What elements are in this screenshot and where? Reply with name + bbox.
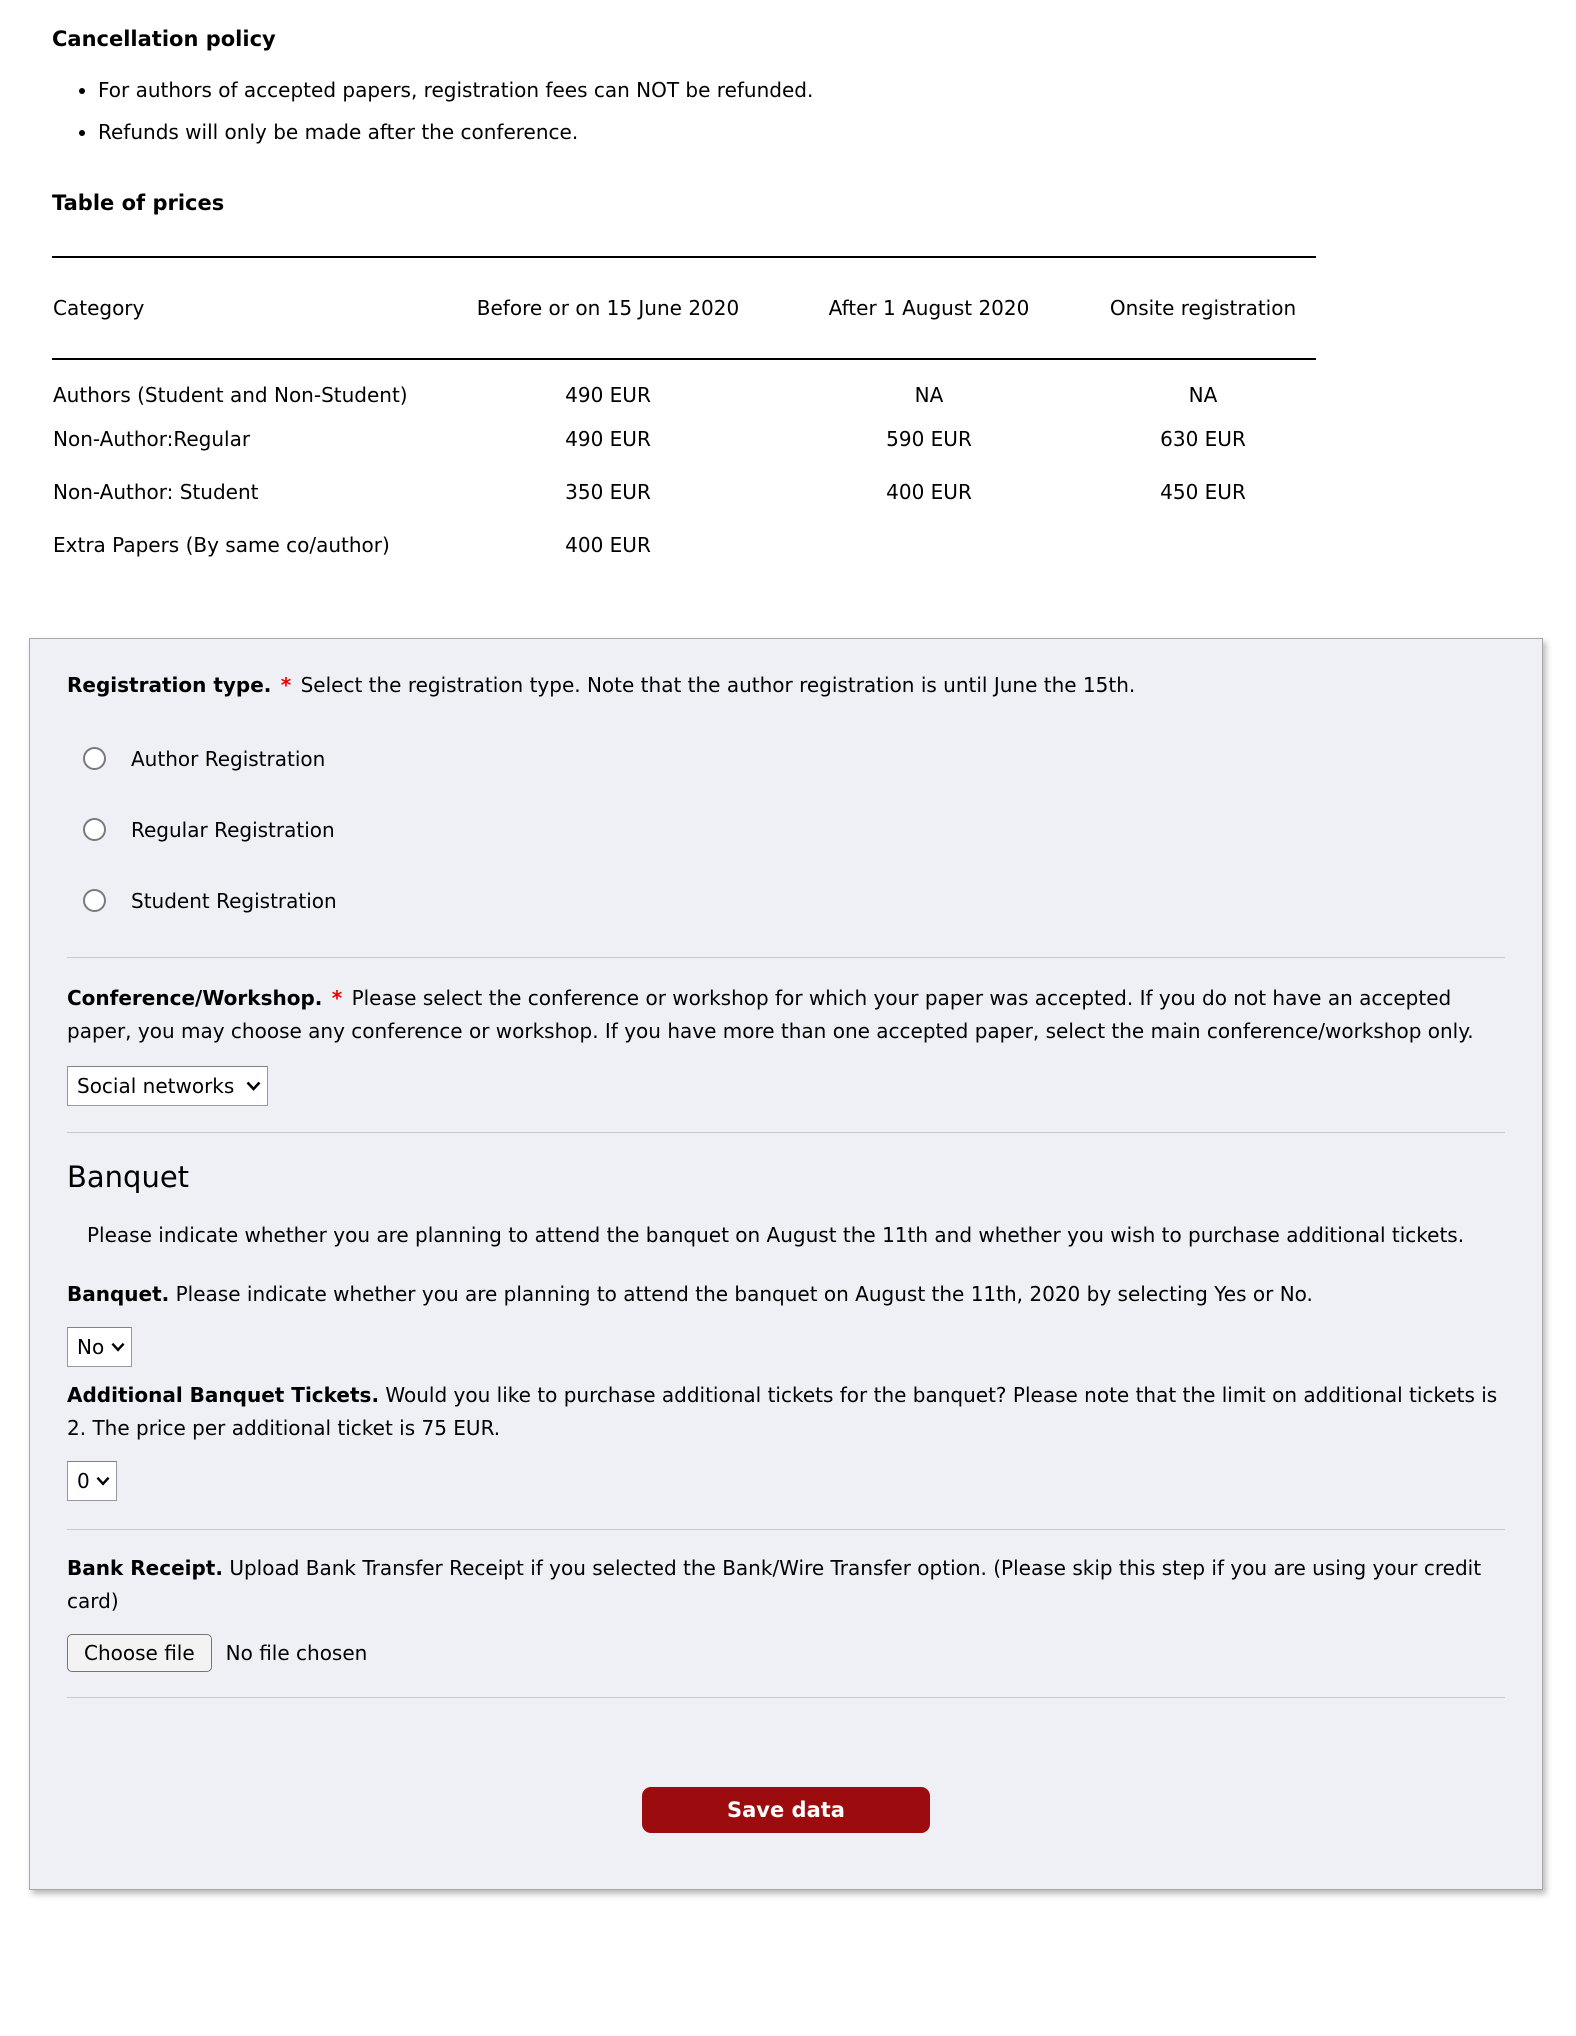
price-col-late: After 1 August 2020	[768, 257, 1090, 359]
choose-file-button[interactable]: Choose file	[67, 1634, 212, 1672]
price-col-early: Before or on 15 June 2020	[448, 257, 768, 359]
banquet-label: Banquet.	[67, 1282, 170, 1306]
additional-tickets-select[interactable]	[68, 1462, 116, 1500]
price-col-onsite: Onsite registration	[1090, 257, 1316, 359]
banquet-section-heading: Banquet	[67, 1160, 190, 1194]
file-status-text: No file chosen	[225, 1641, 368, 1665]
cancellation-bullet: • Refunds will only be made after the conference.	[98, 118, 1576, 146]
bank-receipt-file-row	[67, 1634, 1505, 1672]
price-col-category: Category	[52, 257, 448, 359]
price-cell	[768, 518, 1090, 571]
tickets-select-row	[67, 1461, 1505, 1501]
banquet-description: Please indicate whether you are planning to attend the banquet on August the 11th, 2020 by selecting Yes or No.	[175, 1282, 1313, 1306]
student-registration-label: Student Registration	[131, 888, 337, 913]
price-cell: 630 EUR	[1160, 426, 1246, 451]
registration-type-label: Registration type.	[67, 673, 272, 697]
price-cell: 350 EUR	[565, 479, 651, 504]
price-cell: NA	[914, 382, 944, 407]
required-asterisk: *	[280, 673, 292, 697]
bank-receipt-description: Upload Bank Transfer Receipt if you selected the Bank/Wire Transfer option. (Please skip this step if you are using your credit card)	[67, 1556, 1482, 1613]
price-cell: 490 EUR	[565, 382, 651, 407]
price-cell: 490 EUR	[565, 426, 651, 451]
radio-option-student-registration[interactable]	[83, 886, 1505, 915]
banquet-intro-text: Please indicate whether you are planning to attend the banquet on August the 11th and whether you wish to purchase additional tickets.	[87, 1223, 1465, 1247]
cancellation-policy-list	[52, 76, 1576, 146]
radio-option-author-registration[interactable]	[83, 744, 1505, 773]
additional-tickets-description: Would you like to purchase additional tickets for the banquet? Please note that the limit on additional tickets is 2. The price per additional ticket is 75 EUR.	[67, 1383, 1498, 1440]
price-cell: Non-Author: Student	[53, 479, 259, 504]
required-asterisk: *	[331, 986, 343, 1010]
bank-receipt-label: Bank Receipt.	[67, 1556, 223, 1580]
regular-registration-radio[interactable]	[83, 818, 106, 841]
price-row-regular	[52, 412, 1316, 465]
form-actions	[67, 1787, 1505, 1833]
conference-workshop-description: Please select the conference or workshop for which your paper was accepted. If you do not have an accepted paper, you may choose any conference or workshop. If you have more than one accepted paper, select the main conference/workshop only.	[67, 986, 1474, 1043]
banquet-question-row	[67, 1278, 1505, 1311]
table-of-prices-heading: Table of prices	[52, 191, 225, 215]
cancellation-policy-heading: Cancellation policy	[52, 27, 276, 51]
tickets-select-box	[67, 1461, 117, 1501]
price-cell: 450 EUR	[1160, 479, 1246, 504]
cancellation-bullet: • For authors of accepted papers, registration fees can NOT be refunded.	[98, 76, 1576, 104]
registration-type-description: Select the registration type. Note that the author registration is until June the 15th.	[300, 673, 1136, 697]
price-row-student	[52, 465, 1316, 518]
price-cell: Non-Author:Regular	[53, 426, 251, 451]
author-registration-label: Author Registration	[131, 746, 326, 771]
price-table	[52, 256, 1316, 571]
section-divider	[67, 1529, 1505, 1530]
price-cell: NA	[1188, 382, 1218, 407]
price-row-extra-papers	[52, 518, 1316, 571]
student-registration-radio[interactable]	[83, 889, 106, 912]
page-bottom-spacer	[0, 1890, 1576, 1913]
price-table-header-row	[52, 257, 1316, 359]
conference-select-box	[67, 1066, 268, 1106]
price-cell: 400 EUR	[886, 479, 972, 504]
additional-tickets-label: Additional Banquet Tickets.	[67, 1383, 380, 1407]
price-cell: 590 EUR	[886, 426, 972, 451]
conference-workshop-label: Conference/Workshop.	[67, 986, 323, 1010]
section-divider	[67, 1132, 1505, 1133]
author-registration-radio[interactable]	[83, 747, 106, 770]
regular-registration-label: Regular Registration	[131, 817, 335, 842]
banquet-select-row	[67, 1327, 1505, 1367]
price-cell: Authors (Student and Non-Student)	[53, 382, 408, 407]
pricing-info-section	[0, 0, 1576, 571]
bank-receipt-row	[67, 1552, 1505, 1618]
conference-select-row	[67, 1066, 1505, 1106]
price-row-authors	[52, 359, 1316, 412]
banquet-attendance-select[interactable]	[68, 1328, 131, 1366]
price-cell: Extra Papers (By same co/author)	[53, 532, 390, 557]
section-divider	[67, 957, 1505, 958]
save-data-button[interactable]: Save data	[642, 1787, 930, 1833]
conference-workshop-row	[67, 982, 1505, 1048]
conference-workshop-select[interactable]	[68, 1067, 267, 1105]
registration-form-panel	[29, 638, 1543, 1890]
radio-option-regular-registration[interactable]	[83, 815, 1505, 844]
banquet-select-box	[67, 1327, 132, 1367]
additional-tickets-row	[67, 1379, 1505, 1445]
registration-type-row	[67, 669, 1505, 702]
price-cell	[1090, 518, 1316, 571]
price-cell: 400 EUR	[565, 532, 651, 557]
section-divider	[67, 1697, 1505, 1698]
